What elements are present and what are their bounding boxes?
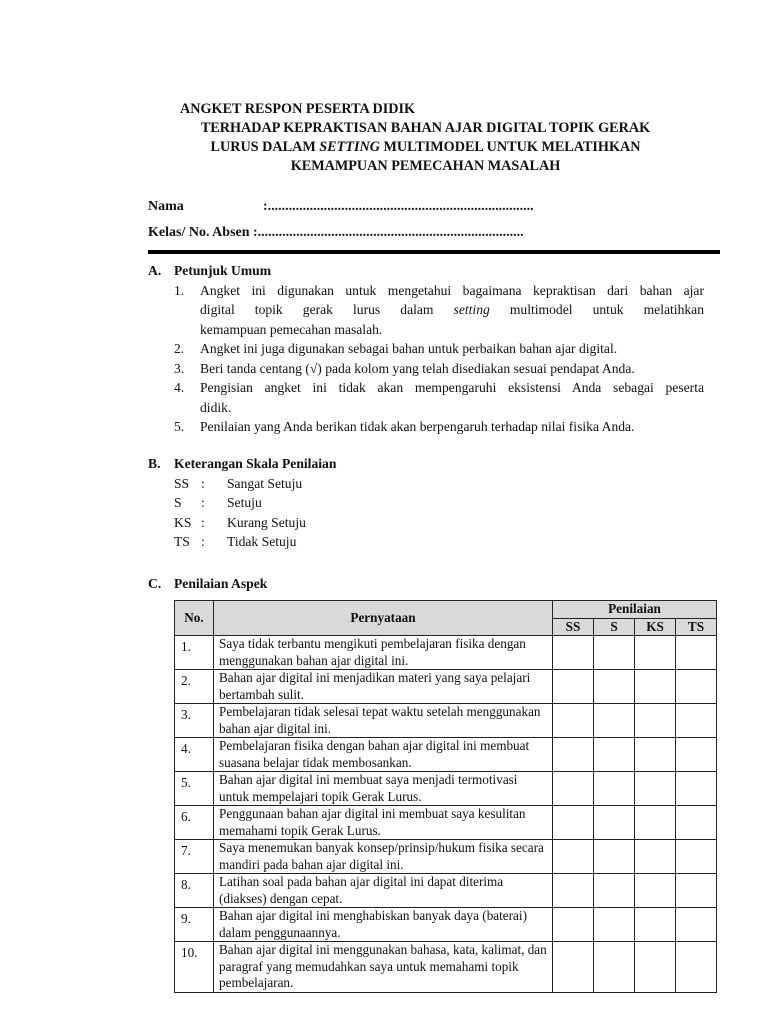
section-b-title: Keterangan Skala Penilaian — [174, 456, 337, 471]
col-header-ks: KS — [635, 618, 676, 636]
row-number: 8. — [175, 874, 214, 908]
scale-colon: : — [201, 534, 205, 549]
statement-text: Latihan soal pada bahan ajar digital ini dapat diterima (diakses) dengan cepat. — [214, 874, 553, 908]
table-row — [175, 738, 717, 772]
statement-text: Saya tidak terbantu mengikuti pembelajaran fisika dengan menggunakan bahan ajar digital ini. — [214, 636, 553, 670]
statement-text: Saya menemukan banyak konsep/prinsip/hukum fisika secara mandiri pada bahan ajar digital ini. — [214, 840, 553, 874]
rating-cell-s[interactable] — [594, 636, 635, 670]
rating-cell-ts[interactable] — [676, 670, 717, 704]
scale-description: Sangat Setuju — [227, 475, 303, 491]
section-b-heading — [148, 454, 704, 474]
rating-cell-s[interactable] — [594, 806, 635, 840]
instruction-list — [148, 281, 704, 437]
row-number: 7. — [175, 840, 214, 874]
rating-cell-ss[interactable] — [553, 704, 594, 738]
instruction-item — [148, 359, 704, 379]
rating-cell-ss[interactable] — [553, 806, 594, 840]
statement-text: Pembelajaran tidak selesai tepat waktu setelah menggunakan bahan ajar digital ini. — [214, 704, 553, 738]
section-rating-scale — [148, 454, 704, 552]
col-header-ss: SS — [553, 618, 594, 636]
title-line-3 — [148, 138, 703, 157]
rating-cell-ks[interactable] — [635, 704, 676, 738]
table-row — [175, 806, 717, 840]
rating-cell-ks[interactable] — [635, 772, 676, 806]
col-header-rating: Penilaian — [553, 601, 717, 619]
title-line-4: KEMAMPUAN PEMECAHAN MASALAH — [290, 158, 561, 174]
rating-cell-s[interactable] — [594, 738, 635, 772]
col-header-statement: Pernyataan — [214, 601, 553, 636]
instruction-text-part: digital topik gerak lurus dalam — [200, 302, 454, 317]
row-number: 4. — [175, 738, 214, 772]
scale-description: Tidak Setuju — [227, 534, 297, 549]
scale-row-s — [148, 493, 704, 513]
table-row — [175, 874, 717, 908]
scale-colon: : — [201, 495, 205, 510]
col-header-ts: TS — [676, 618, 717, 636]
instruction-text: Penilaian yang Anda berikan tidak akan berpengaruh terhadap nilai fisika Anda. — [200, 419, 635, 434]
instruction-line: Pengisian angket ini tidak akan mempengaruhi eksistensi Anda sebagai peserta — [200, 380, 704, 395]
rating-cell-ss[interactable] — [553, 636, 594, 670]
instruction-number: 5. — [174, 419, 185, 434]
table-row — [175, 636, 717, 670]
class-number-blank[interactable]: :............................................................................ — [253, 225, 524, 240]
rating-cell-ss[interactable] — [553, 942, 594, 993]
rating-cell-ts[interactable] — [676, 840, 717, 874]
rating-cell-s[interactable] — [594, 840, 635, 874]
rating-cell-s[interactable] — [594, 670, 635, 704]
instruction-item — [148, 417, 704, 437]
scale-abbreviation: S — [174, 495, 182, 510]
title-line-3-start: LURUS DALAM — [210, 139, 320, 155]
rating-cell-ts[interactable] — [676, 704, 717, 738]
row-number: 1. — [175, 636, 214, 670]
title-setting-italic: SETTING — [319, 139, 380, 155]
scale-abbreviation: TS — [174, 534, 190, 549]
instruction-line: didik. — [200, 399, 232, 415]
rating-cell-s[interactable] — [594, 772, 635, 806]
row-number: 9. — [175, 908, 214, 942]
col-header-no: No. — [175, 601, 214, 636]
rating-cell-ss[interactable] — [553, 840, 594, 874]
table-row — [175, 670, 717, 704]
instruction-item — [148, 281, 704, 340]
rating-cell-ks[interactable] — [635, 806, 676, 840]
table-row — [175, 840, 717, 874]
rating-cell-ss[interactable] — [553, 670, 594, 704]
table-row — [175, 704, 717, 738]
rating-cell-ss[interactable] — [553, 772, 594, 806]
instruction-text: Beri tanda centang (√) pada kolom yang telah disediakan sesuai pendapat Anda. — [200, 360, 635, 376]
scale-colon: : — [201, 514, 205, 530]
table-row — [175, 908, 717, 942]
scale-abbreviation: SS — [174, 475, 190, 491]
rating-cell-ks[interactable] — [635, 874, 676, 908]
instruction-text — [200, 378, 704, 417]
row-number: 10. — [175, 942, 214, 993]
section-a-title: Petunjuk Umum — [174, 263, 272, 278]
rating-cell-ss[interactable] — [553, 908, 594, 942]
rating-cell-ks[interactable] — [635, 908, 676, 942]
rating-cell-ks[interactable] — [635, 670, 676, 704]
rating-cell-ts[interactable] — [676, 772, 717, 806]
scale-colon: : — [201, 475, 205, 491]
rating-cell-ks[interactable] — [635, 942, 676, 993]
rating-cell-ts[interactable] — [676, 908, 717, 942]
instruction-line: kemampuan pemecahan masalah. — [200, 321, 383, 337]
instruction-text: Angket ini juga digunakan sebagai bahan untuk perbaikan bahan ajar digital. — [200, 341, 618, 356]
instruction-number: 4. — [174, 380, 185, 395]
rating-cell-ts[interactable] — [676, 636, 717, 670]
row-number: 5. — [175, 772, 214, 806]
assessment-rows — [175, 636, 717, 993]
instruction-item — [148, 339, 704, 359]
rating-cell-ts[interactable] — [676, 874, 717, 908]
statement-text: Bahan ajar digital ini membuat saya menjadi termotivasi untuk mempelajari topik Gerak Lurus. — [214, 772, 553, 806]
statement-text: Penggunaan bahan ajar digital ini membuat saya kesulitan memahami topik Gerak Lurus. — [214, 806, 553, 840]
instruction-line — [200, 300, 704, 320]
name-blank[interactable]: :............................................................................ — [263, 199, 534, 214]
section-a-heading — [148, 261, 704, 281]
section-aspect-assessment — [148, 574, 704, 594]
class-number-label: Kelas/ No. Absen — [148, 225, 250, 240]
section-c-heading — [148, 574, 704, 594]
class-number-field — [148, 224, 524, 242]
rating-cell-ss[interactable] — [553, 738, 594, 772]
section-c-title: Penilaian Aspek — [174, 576, 268, 591]
title-line-2: TERHADAP KEPRAKTISAN BAHAN AJAR DIGITAL TOPIK GERAK — [200, 120, 651, 136]
statement-text: Pembelajaran fisika dengan bahan ajar digital ini membuat suasana belajar tidak membosankan. — [214, 738, 553, 772]
rating-cell-s[interactable] — [594, 942, 635, 993]
row-number: 6. — [175, 806, 214, 840]
header-divider — [148, 250, 720, 254]
rating-cell-s[interactable] — [594, 908, 635, 942]
scale-row-ts — [148, 532, 704, 552]
instruction-number: 3. — [174, 360, 185, 376]
rating-cell-ks[interactable] — [635, 636, 676, 670]
rating-cell-s[interactable] — [594, 874, 635, 908]
name-label: Nama — [148, 199, 184, 214]
section-a-letter: A. — [148, 263, 162, 278]
rating-cell-ts[interactable] — [676, 738, 717, 772]
instruction-text — [200, 281, 704, 340]
section-general-instructions — [148, 261, 704, 437]
setting-italic: setting — [453, 302, 490, 317]
statement-text: Bahan ajar digital ini menggunakan bahasa, kata, kalimat, dan paragraf yang memudahkan saya untuk memahami topik pembelajaran. — [214, 942, 553, 993]
rating-cell-ts[interactable] — [676, 806, 717, 840]
rating-cell-ks[interactable] — [635, 840, 676, 874]
section-b-letter: B. — [148, 456, 161, 471]
rating-cell-ts[interactable] — [676, 942, 717, 993]
instruction-item — [148, 378, 704, 417]
row-number: 3. — [175, 704, 214, 738]
assessment-table — [174, 600, 717, 993]
scale-description: Setuju — [227, 495, 262, 510]
document-title — [148, 100, 703, 176]
table-row — [175, 942, 717, 993]
statement-text: Bahan ajar digital ini menghabiskan banyak daya (baterai) dalam penggunaannya. — [214, 908, 553, 942]
statement-text: Bahan ajar digital ini menjadikan materi yang saya pelajari bertambah sulit. — [214, 670, 553, 704]
scale-row-ss — [148, 474, 704, 494]
instruction-text-part: multimodel untuk melatihkan — [489, 302, 704, 317]
title-line-1: ANGKET RESPON PESERTA DIDIK — [180, 101, 416, 117]
table-row — [175, 772, 717, 806]
rating-cell-ss[interactable] — [553, 874, 594, 908]
instruction-number: 1. — [174, 282, 185, 298]
scale-row-ks — [148, 513, 704, 533]
rating-cell-s[interactable] — [594, 704, 635, 738]
row-number: 2. — [175, 670, 214, 704]
section-c-letter: C. — [148, 576, 162, 591]
col-header-s: S — [594, 618, 635, 636]
instruction-number: 2. — [174, 341, 185, 356]
scale-description: Kurang Setuju — [227, 514, 306, 530]
title-line-3-end: MULTIMODEL UNTUK MELATIHKAN — [379, 139, 641, 155]
name-field — [148, 198, 534, 216]
rating-cell-ks[interactable] — [635, 738, 676, 772]
instruction-line: Angket ini digunakan untuk mengetahui bagaimana kepraktisan dari bahan ajar — [200, 282, 704, 298]
scale-abbreviation: KS — [174, 514, 192, 530]
